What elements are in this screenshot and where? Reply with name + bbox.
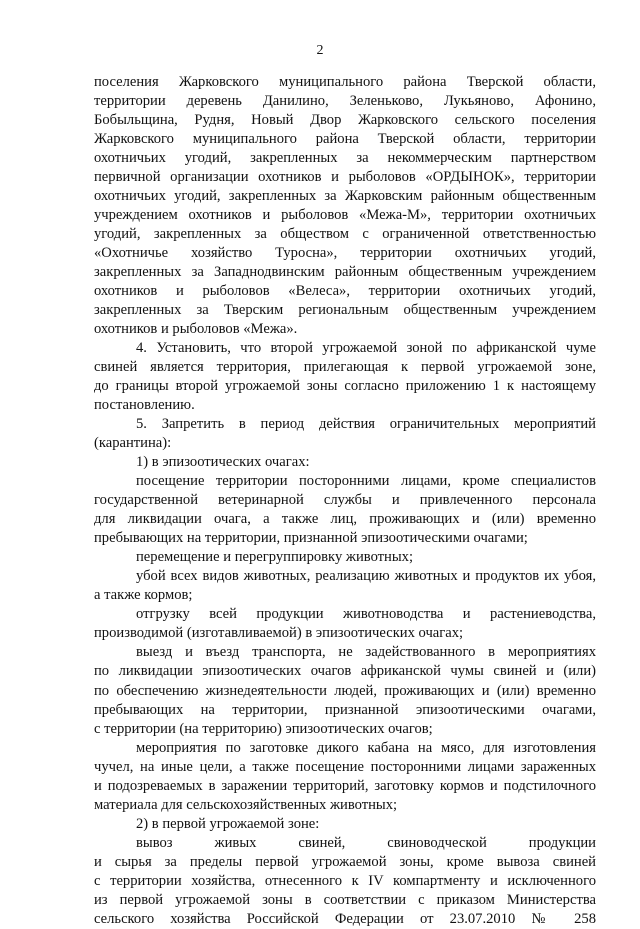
text-line: посещение территории посторонними лицами, кроме специалистов <box>136 473 596 490</box>
text-line: 4. Установить, что второй угрожаемой зоной по африканской чуме <box>136 340 596 357</box>
text-line: Жарковского муниципального района Тверской области, территории <box>94 131 596 148</box>
text-line: охотничьих угодий, закрепленных за некоммерческим партнерством <box>94 150 596 167</box>
text-line: угодий, закрепленных за обществом с ограниченной ответственностью <box>94 226 596 243</box>
text-line: выезд и въезд транспорта, не задействованного в мероприятиях <box>136 644 596 661</box>
text-line: 1) в эпизоотических очагах: <box>136 454 310 471</box>
text-line: перемещение и перегруппировку животных; <box>136 549 414 566</box>
text-line: и сырья за пределы первой угрожаемой зоны, кроме вывоза свиней <box>94 853 596 870</box>
text-line: для ликвидации очага, а также лиц, проживающих и (или) временно <box>94 511 596 528</box>
text-line: отгрузку всей продукции животноводства и растениеводства, <box>136 606 596 623</box>
text-line: по ликвидации эпизоотических очагов африканской чумы свиней и (или) <box>94 663 596 680</box>
text-line: из первой угрожаемой зоны в соответствии с приказом Министерства <box>94 891 596 908</box>
page-number: 2 <box>316 43 324 58</box>
text-line: материала для сельскохозяйственных животных; <box>94 796 398 813</box>
text-line: пребывающих на территории, признанной эпизоотическими очагами, <box>94 701 596 718</box>
text-line: а также кормов; <box>94 587 193 604</box>
text-line: 2) в первой угрожаемой зоне: <box>136 815 320 832</box>
text-line: закрепленных за Западнодвинским районным общественным учреждением <box>94 264 596 281</box>
text-line: (карантина): <box>94 435 172 452</box>
text-line: охотников и рыболовов «Межа». <box>94 321 298 338</box>
text-line: закрепленных за Тверским региональным общественным учреждением <box>94 302 596 319</box>
text-line: убой всех видов животных, реализацию животных и продуктов их убоя, <box>136 568 596 585</box>
text-line: до границы второй угрожаемой зоны согласно приложению 1 к настоящему <box>94 378 596 395</box>
text-line: сельского хозяйства Российской Федерации от 23.07.2010 № 258 <box>94 910 596 927</box>
text-line: мероприятия по заготовке дикого кабана на мясо, для изготовления <box>136 739 596 756</box>
text-line: чучел, на иные цели, а также посещение посторонними лицами зараженных <box>94 758 596 775</box>
text-line: по обеспечению жизнедеятельности людей, проживающих и (или) временно <box>94 682 596 699</box>
document-body <box>94 73 596 929</box>
text-line: охотников и рыболовов «Велеса», территории охотничьих угодий, <box>94 283 596 300</box>
text-line: 5. Запретить в период действия ограничительных мероприятий <box>136 416 596 433</box>
text-line: вывоз живых свиней, свиноводческой продукции <box>136 834 596 851</box>
text-line: территории деревень Данилино, Зеленьково, Лукьяново, Афонино, <box>94 93 596 110</box>
text-line: пребывающих на территории, признанной эпизоотическими очагами; <box>94 530 528 547</box>
text-line: поселения Жарковского муниципального района Тверской области, <box>94 74 596 90</box>
text-line: Бобыльщина, Рудня, Новый Двор Жарковского сельского поселения <box>94 112 596 129</box>
text-line: производимой (изготавливаемой) в эпизоотических очагах; <box>94 625 464 642</box>
text-line: с территории (на территорию) эпизоотических очагов; <box>94 720 433 737</box>
text-line: государственной ветеринарной службы и привлеченного персонала <box>94 492 596 509</box>
text-line: учреждением охотников и рыболовов «Межа-М», территории охотничьих <box>94 207 596 224</box>
text-line: с территории хозяйства, отнесенного к IV компартменту и исключенного <box>94 872 596 889</box>
text-line: охотничьих угодий, закрепленных за Жарковским районным общественным <box>94 188 596 205</box>
text-line: свиней является территория, прилегающая к первой угрожаемой зоне, <box>94 359 596 376</box>
text-line: «Охотничье хозяйство Туросна», территории охотничьих угодий, <box>94 245 596 262</box>
text-line: первичной организации охотников и рыболовов «ОРДЫНОК», территории <box>94 169 596 186</box>
text-line: и подозреваемых в заражении территорий, заготовку кормов и подстилочного <box>94 777 596 794</box>
text-line: постановлению. <box>94 397 195 414</box>
